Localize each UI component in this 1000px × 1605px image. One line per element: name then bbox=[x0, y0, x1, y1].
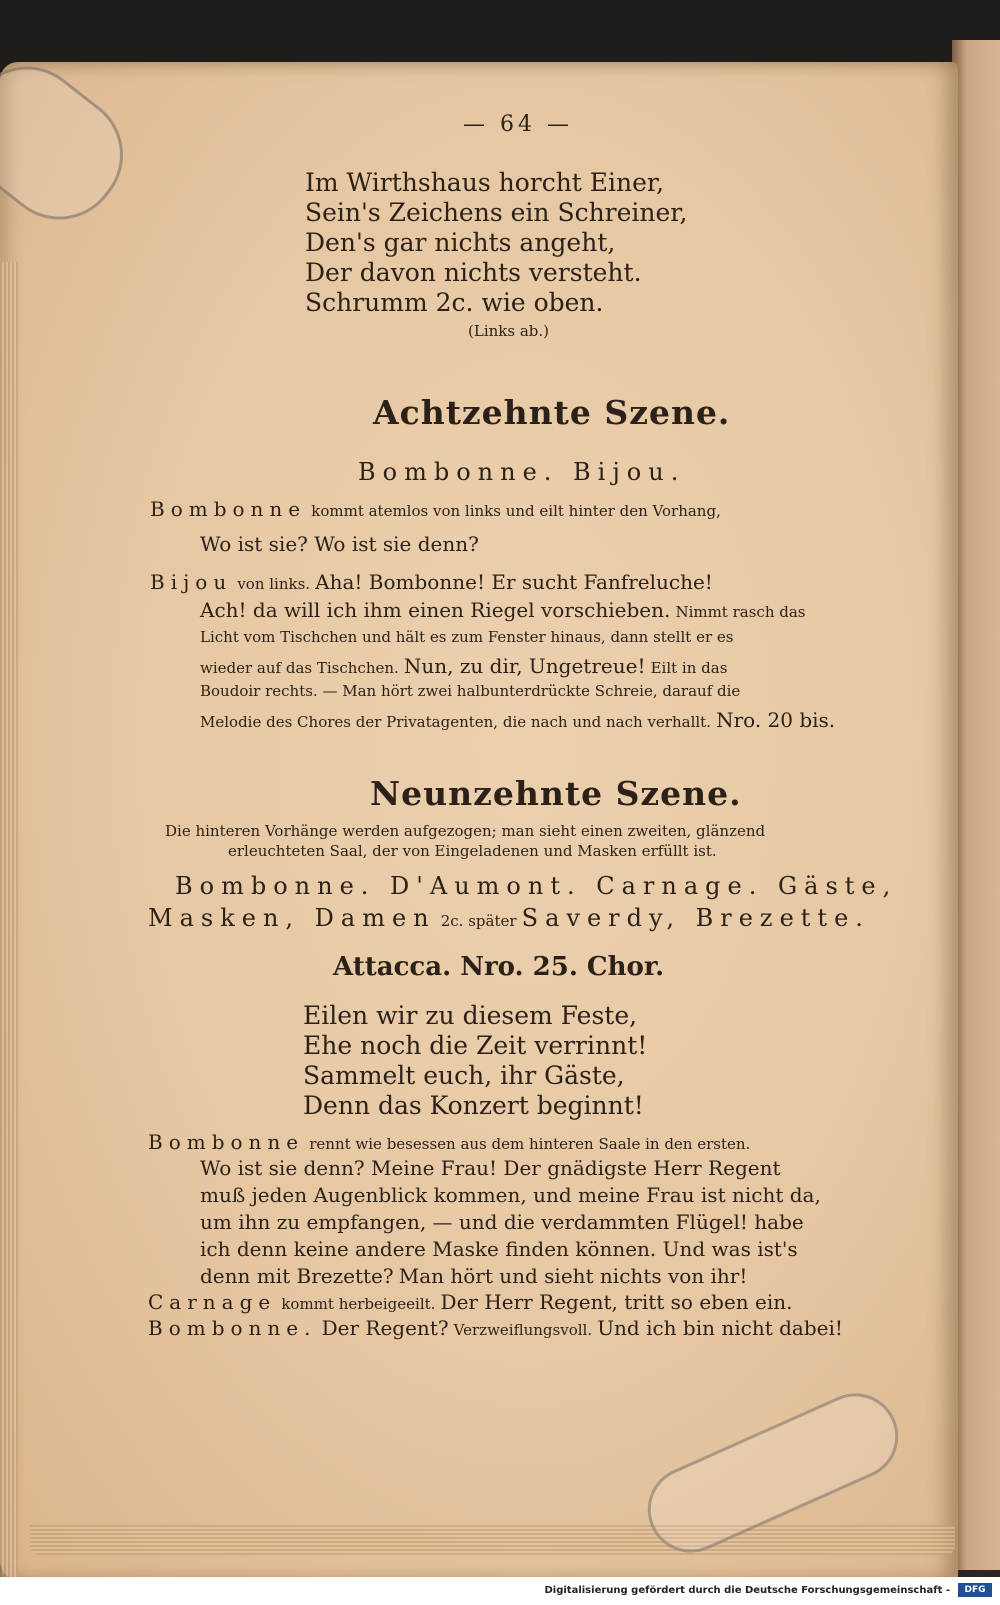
chor-verse-line: Ehe noch die Zeit verrinnt! bbox=[303, 1031, 648, 1060]
spoken-text: Aha! Bombonne! Er sucht Fanfreluche! bbox=[315, 570, 713, 594]
spoken-text: um ihn zu empfangen, — und die verdammten Flügel! habe bbox=[200, 1210, 804, 1234]
chor-verse-line: Eilen wir zu diesem Feste, bbox=[303, 1001, 638, 1030]
scene-19-characters: Masken, Damen 2c. später Saverdy, Brezette. bbox=[148, 904, 870, 932]
chor-verse-line: Denn das Konzert beginnt! bbox=[303, 1091, 644, 1120]
stage-direction: Boudoir rechts. — Man hört zwei halbunterdrückte Schreie, darauf die bbox=[200, 682, 741, 700]
spoken-text: Nun, zu dir, Ungetreue! bbox=[403, 654, 646, 678]
speaker-name: Bombonne bbox=[150, 497, 307, 521]
spoken-text: denn mit Brezette? bbox=[200, 1264, 394, 1288]
page-number: — 64 — bbox=[463, 112, 573, 137]
stage-direction: Die hinteren Vorhänge werden aufgezogen; man sieht einen zweiten, glänzend bbox=[165, 822, 766, 840]
music-cue: Nro. 20 bis. bbox=[716, 708, 836, 732]
spoken-text: Und ich bin nicht dabei! bbox=[597, 1316, 843, 1340]
spoken-text: ich denn keine andere Maske finden können. Und was ist's bbox=[200, 1237, 798, 1261]
stage-direction: kommt herbeigeeilt. bbox=[281, 1295, 436, 1313]
stage-direction: Licht vom Tischchen und hält es zum Fenster hinaus, dann stellt er es bbox=[200, 628, 734, 646]
stage-direction: Melodie des Chores der Privatagenten, die nach und nach verhallt. bbox=[200, 713, 711, 731]
verse-line: Den's gar nichts angeht, bbox=[305, 228, 616, 257]
footer-credit: Digitalisierung gefördert durch die Deutsche Forschungsgemeinschaft - bbox=[544, 1585, 950, 1596]
stage-direction: Man hört und sieht nichts von ihr! bbox=[398, 1264, 748, 1288]
stage-direction: wieder auf das Tischchen. bbox=[200, 659, 399, 677]
spoken-text: Wo ist sie denn? Meine Frau! Der gnädigste Herr Regent bbox=[200, 1156, 781, 1180]
scene-19-title: Neunzehnte Szene. bbox=[370, 774, 742, 813]
verse-line: Sein's Zeichens ein Schreiner, bbox=[305, 198, 688, 227]
dialogue-line bbox=[150, 570, 713, 594]
spoken-text: Der Regent? bbox=[321, 1316, 449, 1340]
verse-line: Im Wirthshaus horcht Einer, bbox=[305, 168, 665, 197]
footer-bar bbox=[0, 1577, 1000, 1605]
dialogue-line bbox=[200, 1264, 747, 1288]
dialogue-line: Wo ist sie? Wo ist sie denn? bbox=[200, 532, 479, 556]
stage-direction: von links. bbox=[237, 575, 311, 593]
dialogue-line bbox=[200, 598, 806, 622]
spoken-text: Ach! da will ich ihm einen Riegel vorschieben. bbox=[200, 598, 671, 622]
dialogue-line bbox=[148, 1130, 750, 1154]
scene-18-title: Achtzehnte Szene. bbox=[373, 393, 731, 432]
stage-direction: Nimmt rasch das bbox=[675, 603, 806, 621]
stage-direction: erleuchteten Saal, der von Eingeladenen und Masken erfüllt ist. bbox=[228, 842, 717, 860]
dialogue-line bbox=[200, 708, 835, 732]
dfg-logo: DFG bbox=[958, 1583, 992, 1597]
stage-direction: Eilt in das bbox=[650, 659, 728, 677]
spoken-text: muß jeden Augenblick kommen, und meine Frau ist nicht da, bbox=[200, 1183, 821, 1207]
verse-line: Der davon nichts versteht. bbox=[305, 258, 642, 287]
exit-note: (Links ab.) bbox=[468, 322, 549, 340]
dialogue-line bbox=[148, 1290, 793, 1314]
facing-page-edge bbox=[952, 40, 1000, 1570]
spoken-text: Der Herr Regent, tritt so eben ein. bbox=[440, 1290, 793, 1314]
page-stack-edge bbox=[0, 262, 18, 1592]
scene-19-characters: Bombonne. D'Aumont. Carnage. Gäste, bbox=[175, 872, 898, 900]
stage-direction: kommt atemlos von links und eilt hinter den Vorhang, bbox=[311, 502, 721, 520]
speaker-name: Carnage bbox=[148, 1290, 277, 1314]
dialogue-line bbox=[200, 654, 727, 678]
speaker-name: Bombonne bbox=[148, 1130, 305, 1154]
page-bottom-edge bbox=[30, 1525, 955, 1555]
dialogue-line bbox=[150, 497, 721, 521]
speaker-name: Bombonne. bbox=[148, 1316, 317, 1340]
dialogue-line bbox=[148, 1316, 843, 1340]
speaker-name: Bijou bbox=[150, 570, 233, 594]
chor-verse-line: Sammelt euch, ihr Gäste, bbox=[303, 1061, 625, 1090]
stage-direction: rennt wie besessen aus dem hinteren Saale in den ersten. bbox=[309, 1135, 751, 1153]
stage-direction: Verzweiflungsvoll. bbox=[453, 1321, 593, 1339]
chor-heading: Attacca. Nro. 25. Chor. bbox=[333, 952, 665, 982]
verse-line: Schrumm 2c. wie oben. bbox=[305, 288, 604, 317]
scene-18-characters: Bombonne. Bijou. bbox=[358, 458, 686, 486]
